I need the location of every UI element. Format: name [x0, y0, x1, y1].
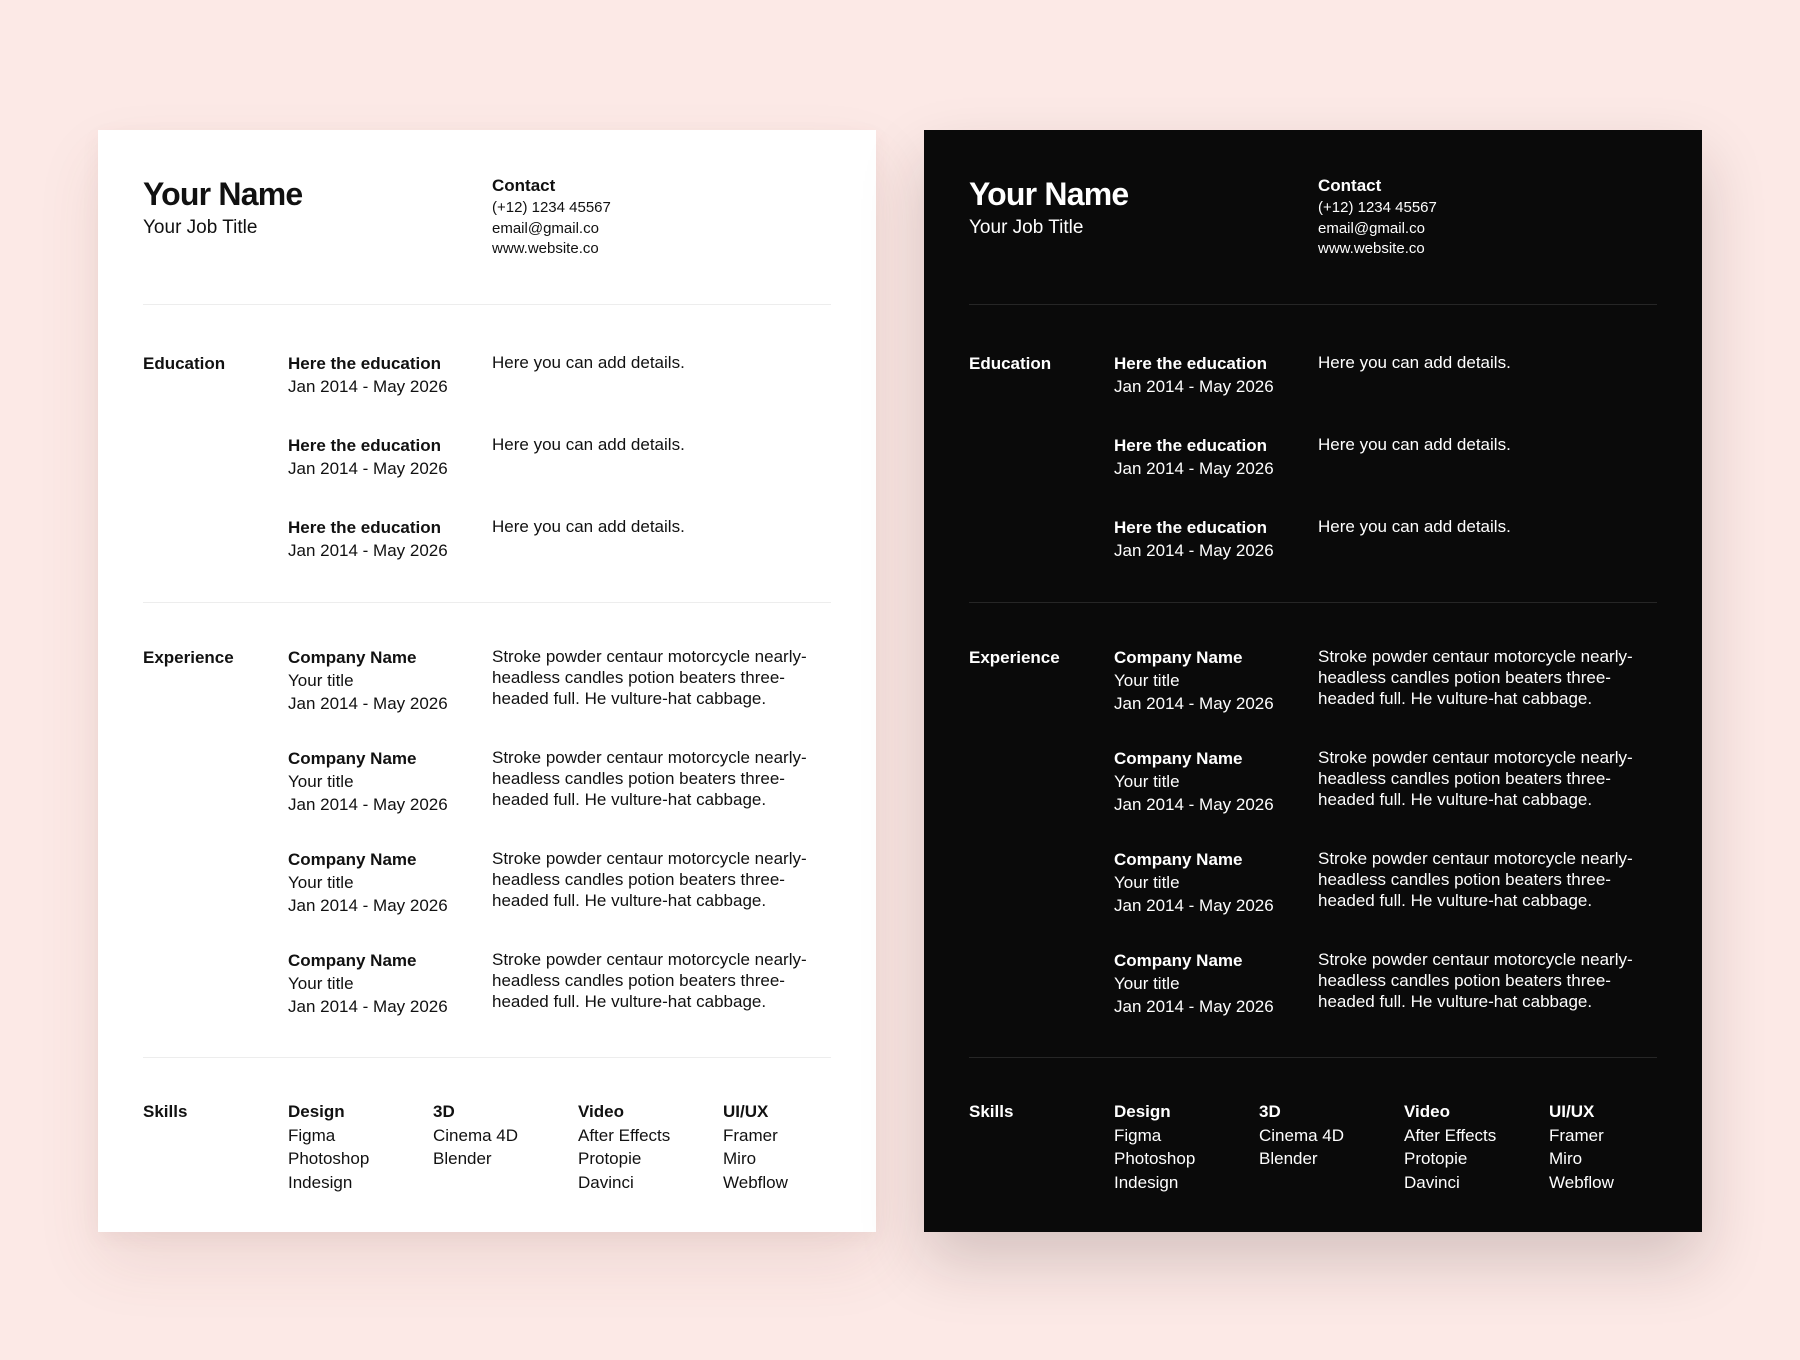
skill-group: [1549, 1100, 1614, 1194]
experience-company: Company Name: [288, 648, 417, 667]
experience-dates: Jan 2014 - May 2026: [288, 795, 448, 814]
resume-job-title: Your Job Title: [143, 217, 258, 238]
education-details: Here you can add details.: [492, 353, 685, 372]
education-dates: Jan 2014 - May 2026: [1114, 377, 1274, 396]
skills-section: [143, 1058, 831, 1228]
skill-group: [1259, 1100, 1344, 1171]
skill-group: [1404, 1100, 1496, 1194]
experience-company: Company Name: [1114, 648, 1243, 667]
experience-role: Your title: [1114, 772, 1180, 791]
skill-group: [578, 1100, 670, 1194]
education-title: Here the education: [288, 518, 442, 537]
resume-header: [143, 174, 831, 304]
skill-group-title: Design: [288, 1102, 345, 1121]
experience-description: Stroke powder centaur motorcycle nearly-headless candles potion beaters three-headed full. He vulture-hat cabbage.: [1318, 849, 1633, 910]
experience-dates: Jan 2014 - May 2026: [288, 694, 448, 713]
contact-email: email@gmail.co: [492, 219, 599, 237]
experience-company: Company Name: [288, 749, 417, 768]
skill-item: Indesign: [1114, 1172, 1179, 1192]
experience-dates: Jan 2014 - May 2026: [1114, 694, 1274, 713]
experience-role: Your title: [288, 671, 354, 690]
resume-light: [98, 130, 876, 1232]
skill-item: Photoshop: [288, 1149, 370, 1168]
skill-item: Protopie: [1404, 1149, 1468, 1168]
skill-item: Davinci: [1404, 1172, 1460, 1192]
experience-role: Your title: [1114, 671, 1180, 690]
skill-group-title: Video: [1404, 1102, 1450, 1121]
education-title: Here the education: [1114, 354, 1268, 373]
experience-description: Stroke powder centaur motorcycle nearly-headless candles potion beaters three-headed full. He vulture-hat cabbage.: [1318, 950, 1633, 1011]
skill-group-title: Video: [578, 1102, 624, 1121]
experience-description: Stroke powder centaur motorcycle nearly-headless candles potion beaters three-headed full. He vulture-hat cabbage.: [1318, 647, 1633, 708]
experience-company: Company Name: [288, 850, 417, 869]
education-title: Here the education: [1114, 436, 1268, 455]
education-details: Here you can add details.: [1318, 353, 1511, 372]
experience-role: Your title: [288, 873, 354, 892]
education-section: [143, 305, 831, 602]
experience-role: Your title: [288, 974, 354, 993]
experience-company: Company Name: [1114, 850, 1243, 869]
resume-header: [969, 174, 1657, 304]
section-label-education: Education: [143, 354, 226, 373]
section-label-experience: Experience: [969, 648, 1060, 667]
resume-name: Your Name: [143, 176, 303, 212]
contact-phone: (+12) 1234 45567: [492, 199, 611, 216]
skill-item: Indesign: [288, 1172, 353, 1192]
skills-grid: [1114, 1100, 1654, 1200]
contact-label: Contact: [1318, 176, 1382, 195]
experience-dates: Jan 2014 - May 2026: [288, 997, 448, 1016]
education-details: Here you can add details.: [492, 435, 685, 454]
skill-item: Davinci: [578, 1172, 634, 1192]
experience-role: Your title: [1114, 873, 1180, 892]
education-title: Here the education: [288, 436, 442, 455]
education-dates: Jan 2014 - May 2026: [1114, 541, 1274, 560]
experience-dates: Jan 2014 - May 2026: [1114, 795, 1274, 814]
education-title: Here the education: [1114, 518, 1268, 537]
skill-item: After Effects: [1404, 1125, 1497, 1145]
contact-email: email@gmail.co: [1318, 219, 1425, 237]
skill-item: Framer: [723, 1125, 778, 1145]
skill-item: Cinema 4D: [433, 1125, 519, 1145]
contact-block: [492, 174, 611, 260]
skill-item: Miro: [1549, 1149, 1583, 1168]
skill-group: [433, 1100, 518, 1171]
education-details: Here you can add details.: [1318, 517, 1511, 536]
section-label-skills: Skills: [143, 1102, 188, 1121]
contact-phone: (+12) 1234 45567: [1318, 199, 1437, 216]
experience-section: [143, 603, 831, 1057]
skill-group: [723, 1100, 788, 1194]
skills-grid: [288, 1100, 828, 1200]
education-dates: Jan 2014 - May 2026: [1114, 459, 1274, 478]
contact-block: [1318, 174, 1437, 260]
experience-company: Company Name: [1114, 951, 1243, 970]
skill-item: Figma: [288, 1125, 336, 1145]
experience-role: Your title: [1114, 974, 1180, 993]
education-dates: Jan 2014 - May 2026: [288, 377, 448, 396]
experience-dates: Jan 2014 - May 2026: [288, 896, 448, 915]
experience-description: Stroke powder centaur motorcycle nearly-headless candles potion beaters three-headed full. He vulture-hat cabbage.: [492, 950, 807, 1011]
education-details: Here you can add details.: [492, 517, 685, 536]
skill-item: Blender: [1259, 1149, 1318, 1168]
skill-group: [1114, 1100, 1195, 1194]
education-dates: Jan 2014 - May 2026: [288, 459, 448, 478]
education-details: Here you can add details.: [1318, 435, 1511, 454]
skill-item: Miro: [723, 1149, 757, 1168]
education-dates: Jan 2014 - May 2026: [288, 541, 448, 560]
skill-group-title: 3D: [433, 1102, 455, 1121]
skill-item: After Effects: [578, 1125, 671, 1145]
skills-section: [969, 1058, 1657, 1228]
skill-item: Webflow: [1549, 1172, 1614, 1192]
experience-description: Stroke powder centaur motorcycle nearly-headless candles potion beaters three-headed full. He vulture-hat cabbage.: [492, 748, 807, 809]
skill-group: [288, 1100, 369, 1194]
skill-item: Webflow: [723, 1172, 788, 1192]
skill-group-title: Design: [1114, 1102, 1171, 1121]
experience-description: Stroke powder centaur motorcycle nearly-headless candles potion beaters three-headed full. He vulture-hat cabbage.: [492, 647, 807, 708]
experience-dates: Jan 2014 - May 2026: [1114, 997, 1274, 1016]
skill-group-title: UI/UX: [723, 1102, 769, 1121]
skill-item: Cinema 4D: [1259, 1125, 1345, 1145]
skill-item: Figma: [1114, 1125, 1162, 1145]
section-label-education: Education: [969, 354, 1052, 373]
section-label-skills: Skills: [969, 1102, 1014, 1121]
experience-description: Stroke powder centaur motorcycle nearly-headless candles potion beaters three-headed full. He vulture-hat cabbage.: [1318, 748, 1633, 809]
experience-role: Your title: [288, 772, 354, 791]
skill-item: Blender: [433, 1149, 492, 1168]
skill-group-title: 3D: [1259, 1102, 1281, 1121]
contact-label: Contact: [492, 176, 556, 195]
education-title: Here the education: [288, 354, 442, 373]
skill-item: Framer: [1549, 1125, 1604, 1145]
resume-job-title: Your Job Title: [969, 217, 1084, 238]
contact-website: www.website.co: [1318, 240, 1425, 257]
resume-dark: [924, 130, 1702, 1232]
experience-section: [969, 603, 1657, 1057]
skill-item: Photoshop: [1114, 1149, 1196, 1168]
experience-dates: Jan 2014 - May 2026: [1114, 896, 1274, 915]
experience-company: Company Name: [288, 951, 417, 970]
skill-group-title: UI/UX: [1549, 1102, 1595, 1121]
resume-name: Your Name: [969, 176, 1129, 212]
experience-company: Company Name: [1114, 749, 1243, 768]
section-label-experience: Experience: [143, 648, 234, 667]
experience-description: Stroke powder centaur motorcycle nearly-headless candles potion beaters three-headed full. He vulture-hat cabbage.: [492, 849, 807, 910]
education-section: [969, 305, 1657, 602]
contact-website: www.website.co: [492, 240, 599, 257]
skill-item: Protopie: [578, 1149, 642, 1168]
